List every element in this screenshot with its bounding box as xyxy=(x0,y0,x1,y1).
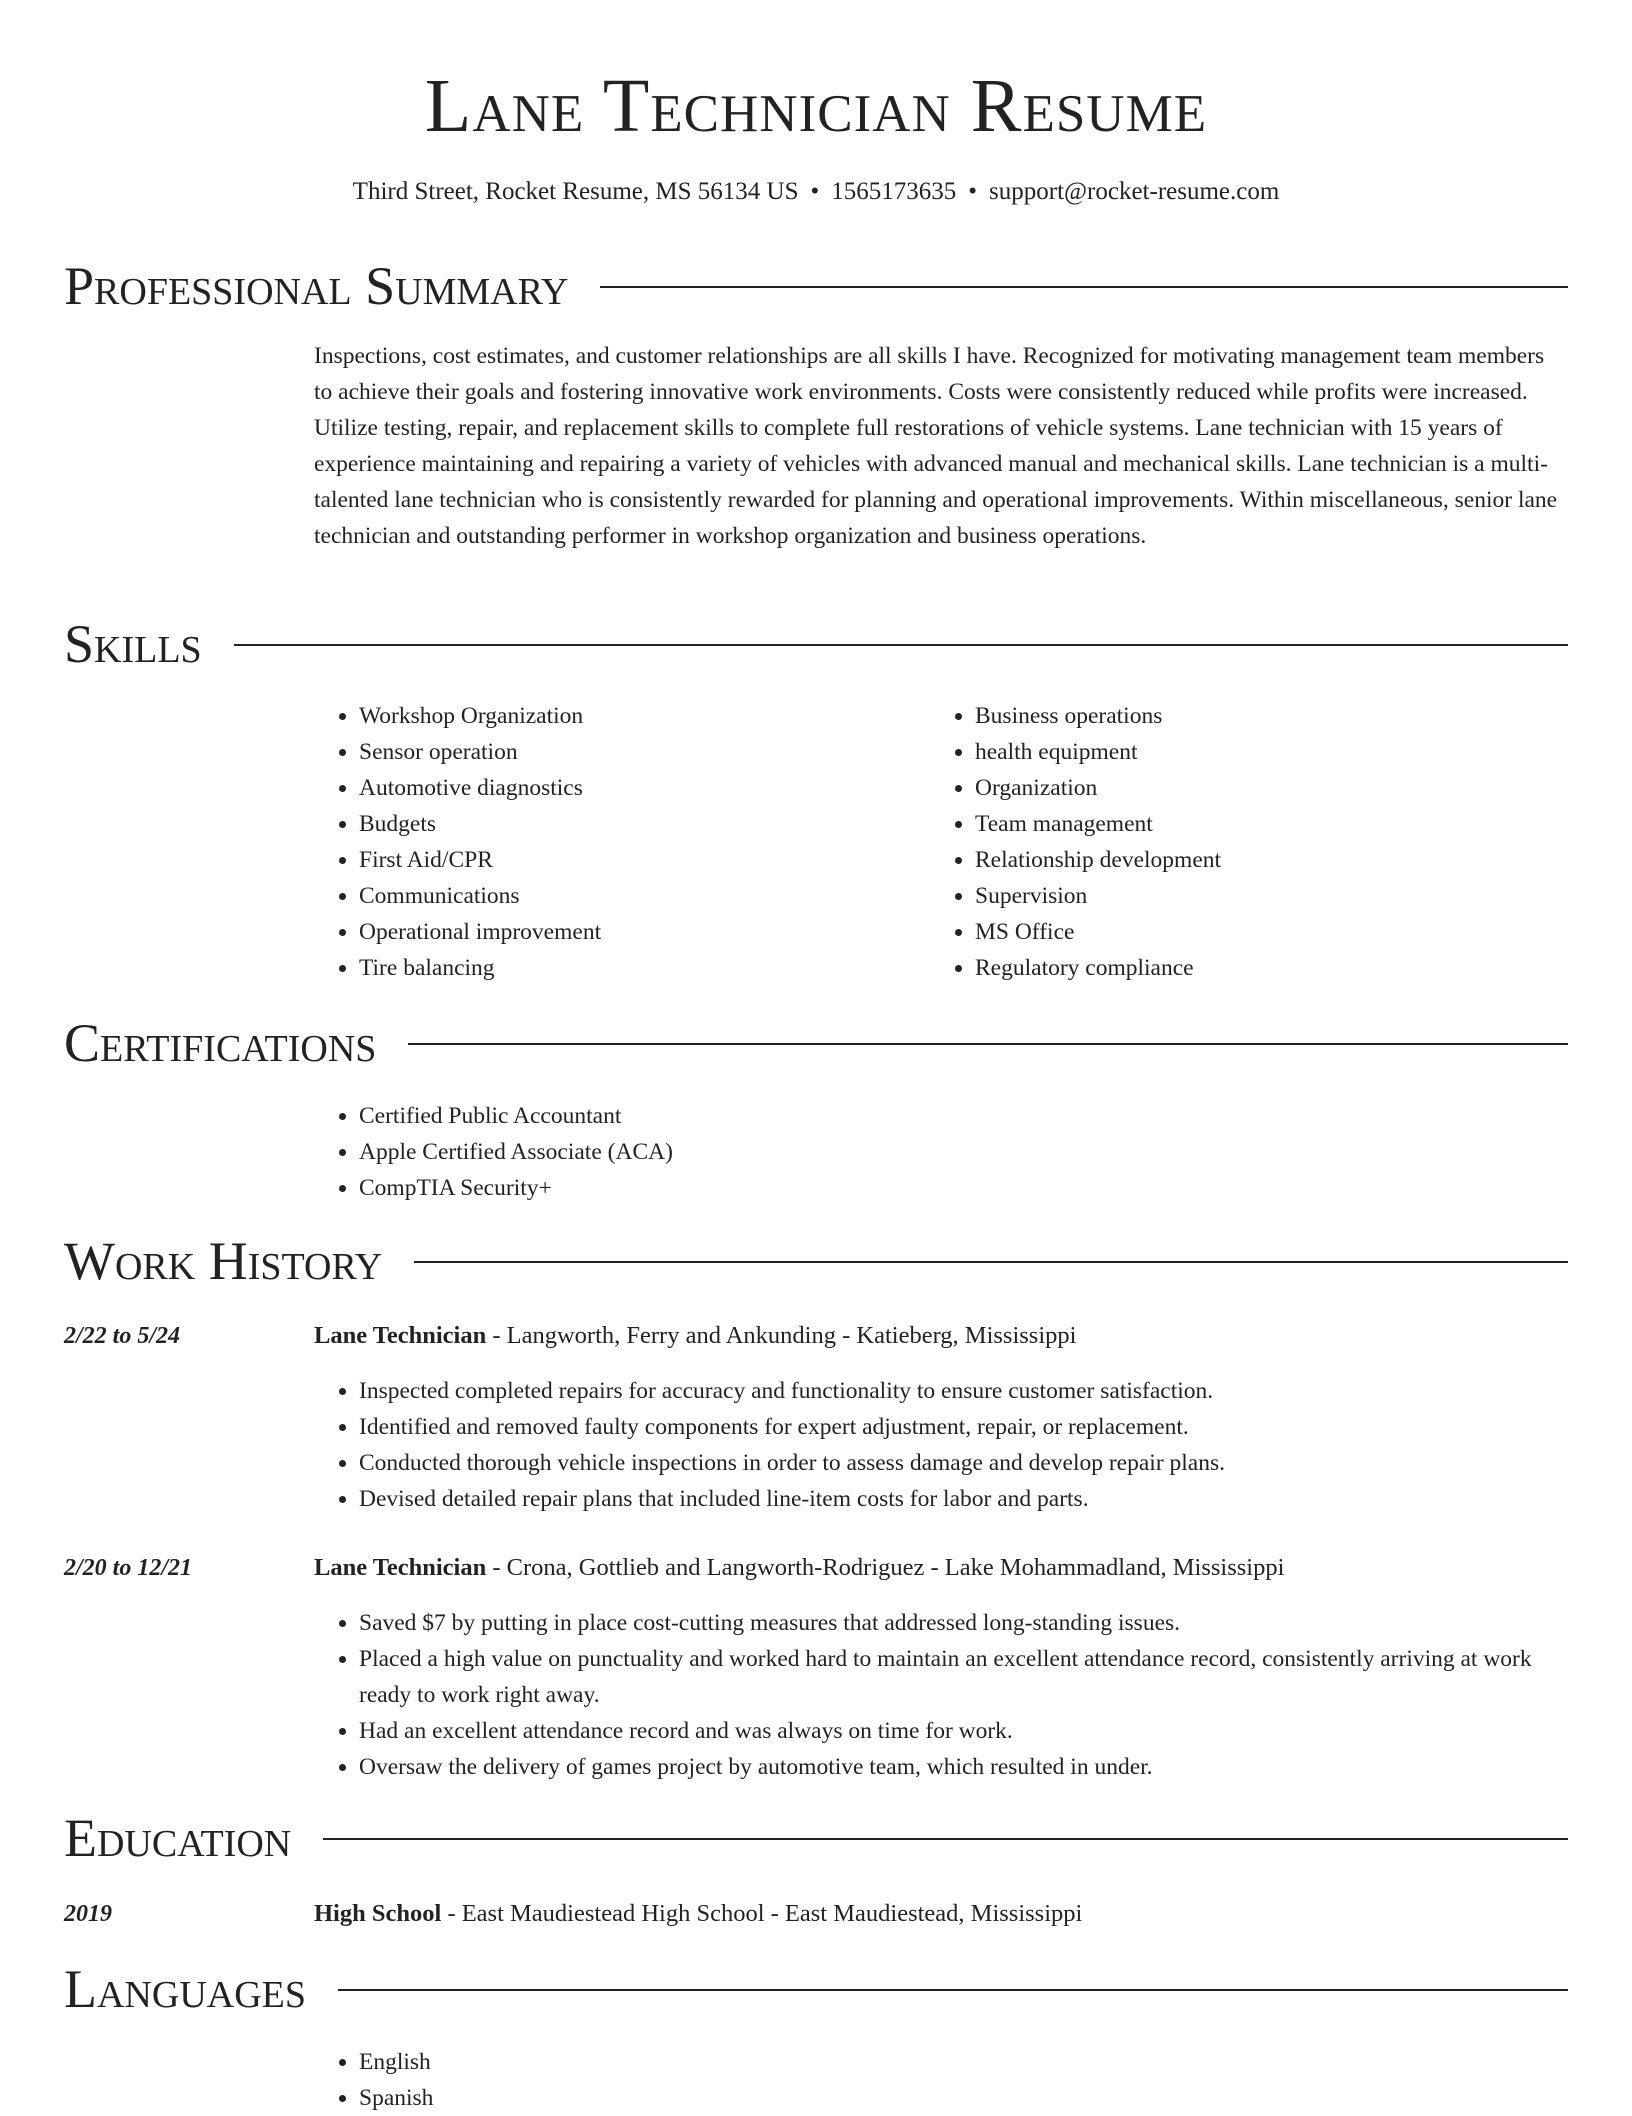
skill-item: • Operational improvement xyxy=(359,914,874,950)
education-school: - East Maudiestead High School - East Maudiestead, Mississippi xyxy=(441,1900,1083,1927)
phone: 1565173635 xyxy=(831,178,957,205)
section-title-skills: Skills xyxy=(64,614,202,674)
section-divider xyxy=(338,1989,1568,1991)
section-divider xyxy=(408,1043,1568,1045)
skill-item: • Tire balancing xyxy=(359,950,874,986)
skill-item: • Team management xyxy=(975,806,1490,842)
job-bullet: • Devised detailed repair plans that included line-item costs for labor and parts. xyxy=(359,1481,1566,1517)
skill-item: • Budgets xyxy=(359,806,874,842)
skill-item: • MS Office xyxy=(975,914,1490,950)
section-divider xyxy=(234,644,1568,646)
job-employer: - Crona, Gottlieb and Langworth-Rodriguez - Lake Mohammadland, Mississippi xyxy=(486,1554,1285,1581)
skill-item: • Regulatory compliance xyxy=(975,950,1490,986)
section-title-certifications: Certifications xyxy=(64,1013,377,1073)
skill-item: • Automotive diagnostics xyxy=(359,770,874,806)
summary-text: Inspections, cost estimates, and customer relationships are all skills I have. Recognized for motivating management team members to achieve their goals and fostering innovative work environments. Costs were consistently reduced while profits were increased. Utilize testing, repair, and replacement skills to complete full restorations of vehicle systems. Lane technician with 15 years of experience maintaining and repairing a variety of vehicles with advanced manual and mechanical skills. Lane technician is a multi-talented lane technician who is consistently rewarded for planning and operational improvements. Within miscellaneous, senior lane technician and outstanding performer in workshop organization and business operations. xyxy=(314,343,1558,549)
skill-item: • Relationship development xyxy=(975,842,1490,878)
job-employer: - Langworth, Ferry and Ankunding - Katieberg, Mississippi xyxy=(486,1322,1077,1349)
work-history-section-header xyxy=(64,1229,1568,1293)
contact-separator: • xyxy=(810,178,820,205)
certifications-section-header xyxy=(64,1011,1568,1075)
job-role: Lane Technician xyxy=(314,1322,487,1349)
skill-item: • First Aid/CPR xyxy=(359,842,874,878)
address: Third Street, Rocket Resume, MS 56134 US xyxy=(352,178,799,205)
education-heading xyxy=(314,1896,1082,1932)
language-item: • English xyxy=(359,2044,914,2080)
languages-section-header xyxy=(64,1957,1568,2021)
job-role: Lane Technician xyxy=(314,1554,487,1581)
job-bullet-list xyxy=(314,1605,1566,1785)
skill-item: • Workshop Organization xyxy=(359,698,874,734)
job-heading xyxy=(314,1318,1076,1354)
section-divider xyxy=(600,286,1568,288)
skill-item: • Supervision xyxy=(975,878,1490,914)
job-bullet: • Identified and removed faulty components for expert adjustment, repair, or replacement. xyxy=(359,1409,1566,1445)
skill-item: • Communications xyxy=(359,878,874,914)
job-heading xyxy=(314,1550,1284,1586)
job-dates: 2/22 to 5/24 xyxy=(64,1323,181,1349)
language-item: • Spanish xyxy=(359,2080,914,2116)
job-bullet: • Had an excellent attendance record and was always on time for work. xyxy=(359,1713,1566,1749)
education-degree: High School xyxy=(314,1900,442,1927)
section-divider xyxy=(414,1261,1568,1263)
certifications-list xyxy=(314,1098,1314,1206)
section-divider xyxy=(323,1838,1568,1840)
job-bullet: • Inspected completed repairs for accuracy and functionality to ensure customer satisfaction. xyxy=(359,1373,1566,1409)
section-title-languages: Languages xyxy=(64,1959,306,2019)
section-title-summary: Professional Summary xyxy=(64,256,569,316)
summary-section-header xyxy=(64,254,1568,318)
certification-item: • Apple Certified Associate (ACA) xyxy=(359,1134,1314,1170)
job-bullet: • Placed a high value on punctuality and worked hard to maintain an excellent attendance record, consistently arriving at work ready to work right away. xyxy=(359,1641,1566,1713)
contact-separator: • xyxy=(968,178,978,205)
job-bullet-list xyxy=(314,1373,1566,1517)
education-year: 2019 xyxy=(64,1901,112,1927)
contact-line xyxy=(0,174,1632,210)
certification-item: • Certified Public Accountant xyxy=(359,1098,1314,1134)
skills-section-header xyxy=(64,612,1568,676)
skill-item: • Business operations xyxy=(975,698,1490,734)
job-bullet: • Saved $7 by putting in place cost-cutting measures that addressed long-standing issues. xyxy=(359,1605,1566,1641)
job-bullet: • Conducted thorough vehicle inspections in order to assess damage and develop repair plans. xyxy=(359,1445,1566,1481)
skills-column-left xyxy=(314,698,874,986)
skills-column-right xyxy=(930,698,1490,986)
resume-title: Lane Technician Resume xyxy=(424,64,1208,148)
email-link[interactable]: support@rocket-resume.com xyxy=(989,178,1280,205)
skill-item: • health equipment xyxy=(975,734,1490,770)
education-section-header xyxy=(64,1806,1568,1870)
skill-item: • Sensor operation xyxy=(359,734,874,770)
skill-item: • Organization xyxy=(975,770,1490,806)
job-dates: 2/20 to 12/21 xyxy=(64,1555,193,1581)
job-bullet: • Oversaw the delivery of games project by automotive team, which resulted in under. xyxy=(359,1749,1566,1785)
certification-item: • CompTIA Security+ xyxy=(359,1170,1314,1206)
languages-list xyxy=(314,2044,914,2116)
section-title-education: Education xyxy=(64,1808,292,1868)
section-title-work-history: Work History xyxy=(64,1231,383,1291)
